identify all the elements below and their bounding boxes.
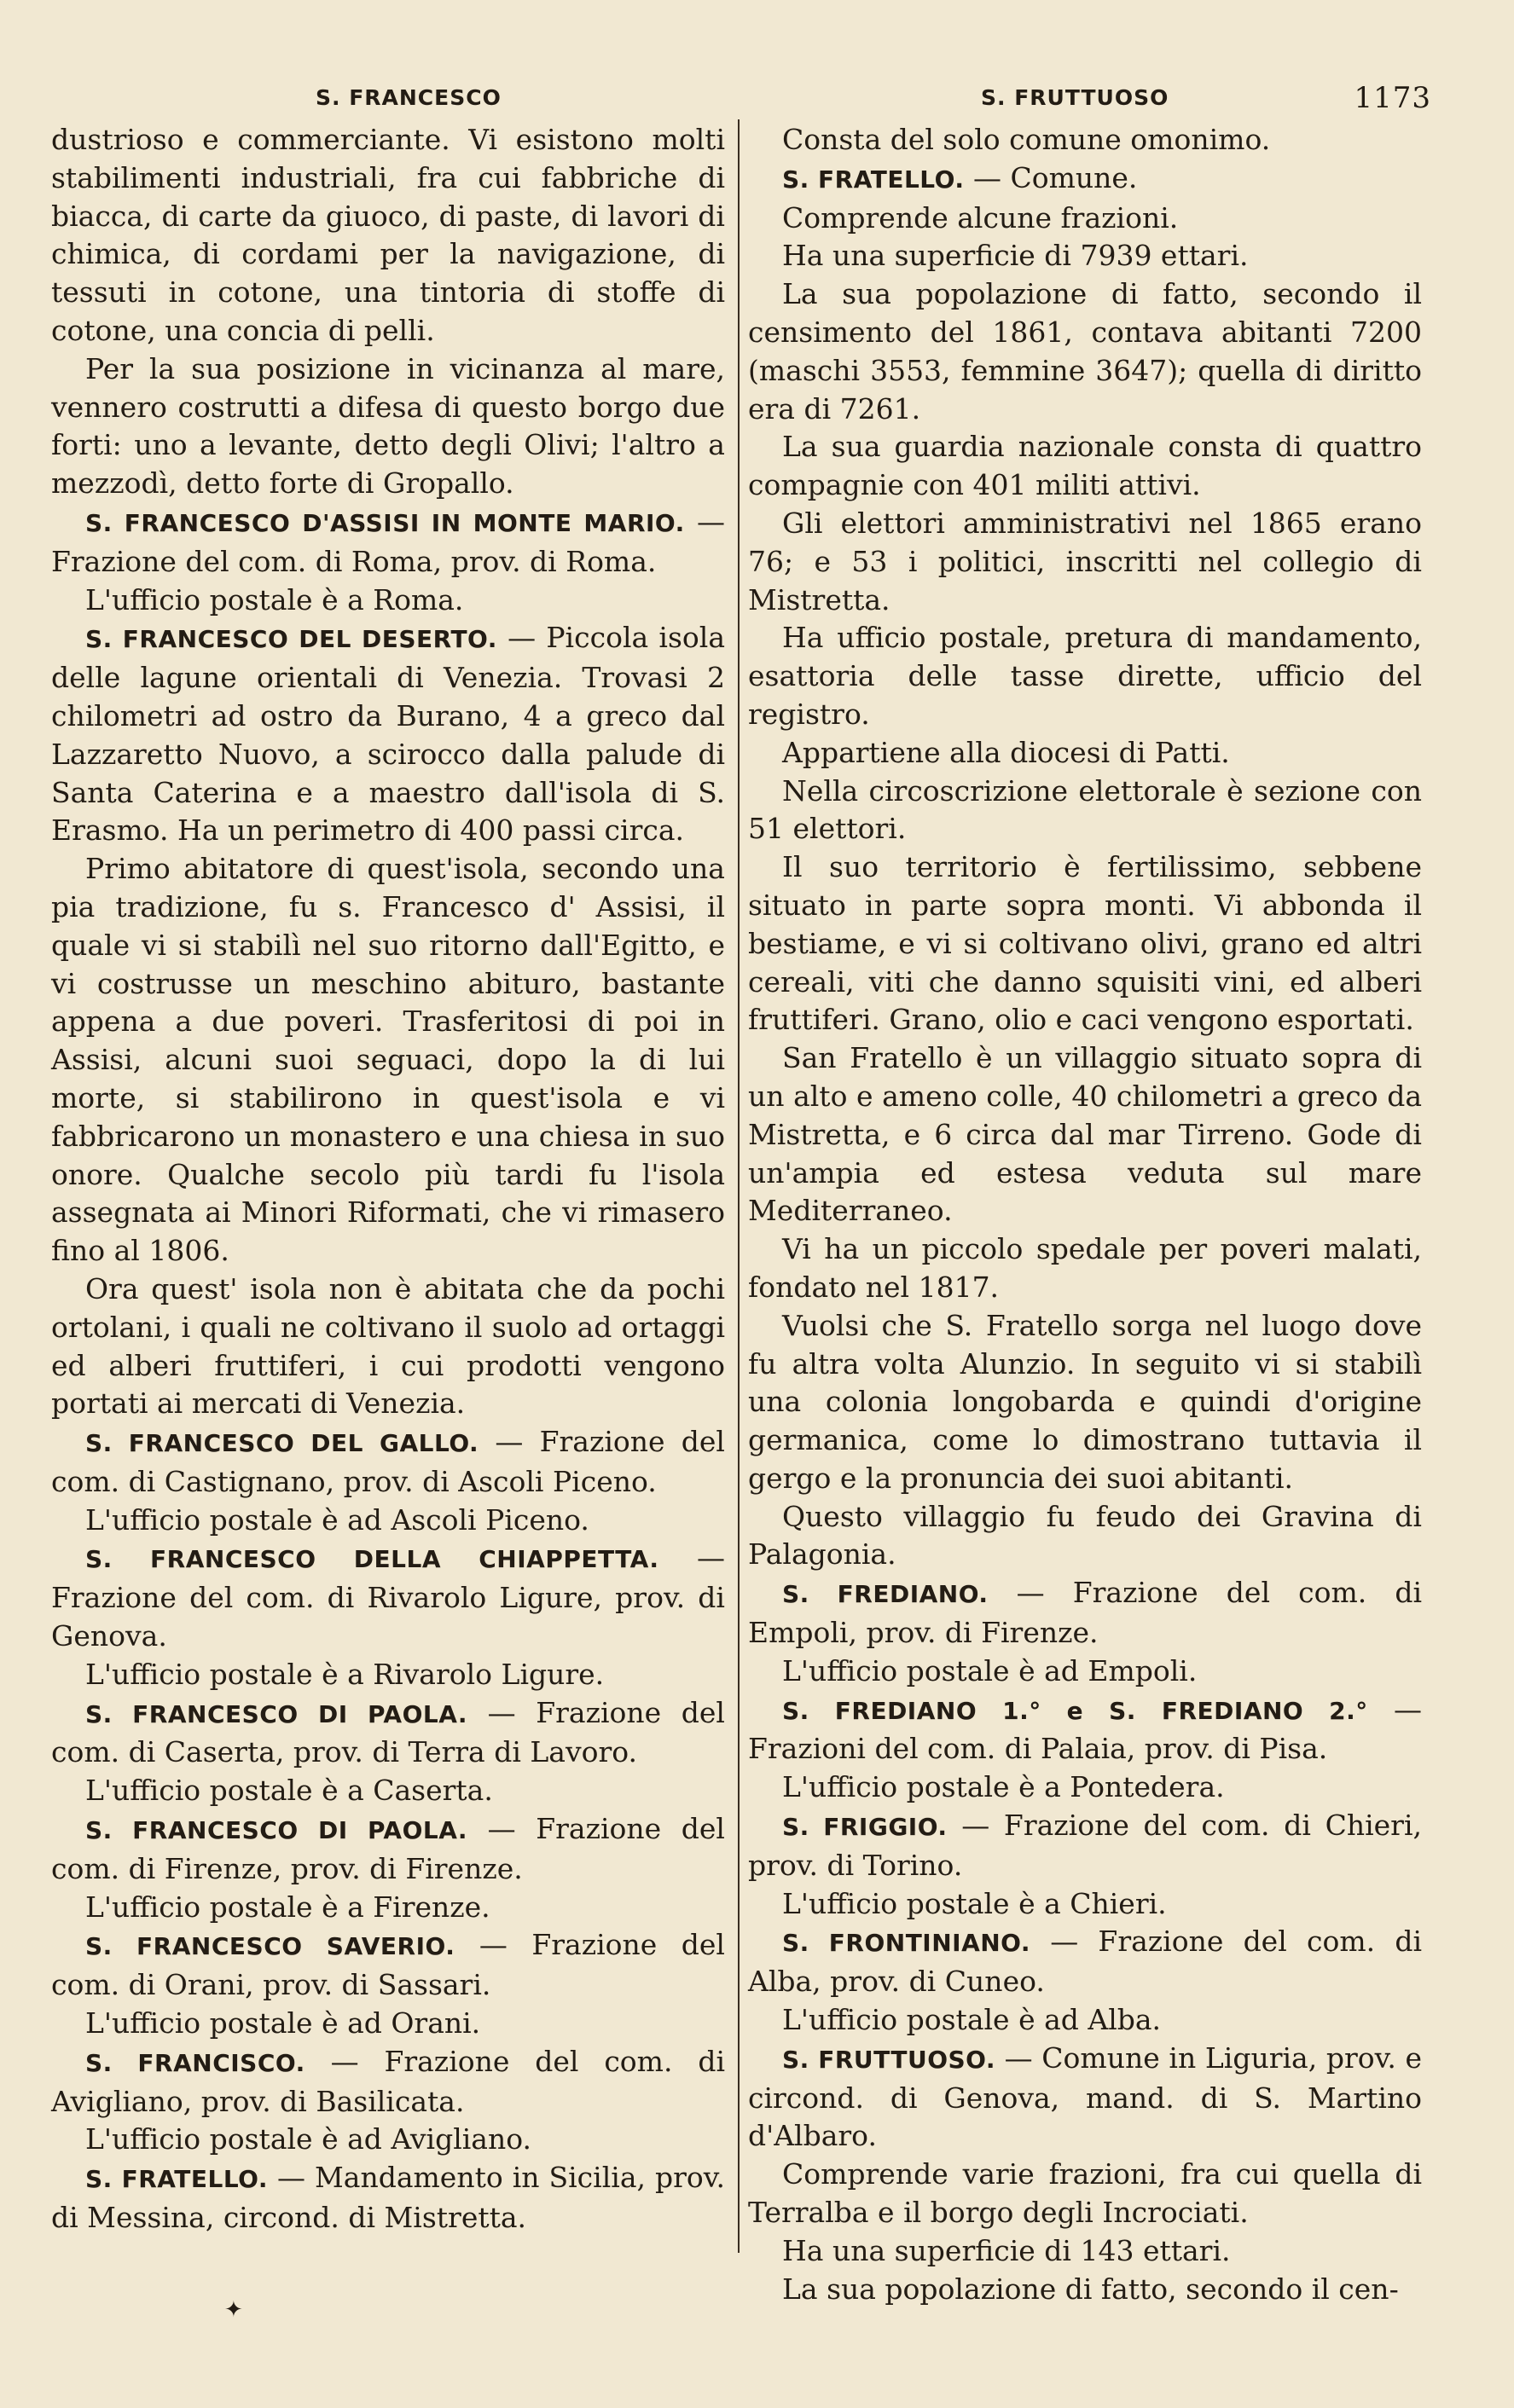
paragraph-text: Ha una superficie di 7939 ettari. <box>782 239 1249 273</box>
entry-headword: S. FRANCESCO DI PAOLA. <box>85 1816 468 1845</box>
paragraph-text: L'ufficio postale è a Caserta. <box>85 1774 493 1808</box>
paragraph-text: — Frazione del com. di Avigliano, prov. di Basilicata. <box>51 2044 726 2118</box>
text-paragraph <box>748 1498 1422 1575</box>
entry-headword: S. FRONTINIANO. <box>782 1929 1030 1958</box>
text-paragraph <box>748 275 1422 428</box>
entry-paragraph <box>748 1923 1422 2001</box>
page-number: 1173 <box>1354 81 1431 115</box>
paragraph-text: San Fratello è un villaggio situato sopra di un alto e ameno colle, 40 chilometri a greco da Mistretta, e 6 circa dal mar Tirreno. Gode di un'ampia ed estesa veduta sul mare Mediterraneo. <box>748 1041 1422 1228</box>
paragraph-text: Comprende varie frazioni, fra cui quella di Terralba e il borgo degli Incrociati. <box>748 2157 1422 2230</box>
paragraph-text: Comprende alcune frazioni. <box>782 200 1179 234</box>
entry-headword: S. FRUTTUOSO. <box>782 2045 996 2074</box>
text-paragraph <box>748 773 1422 849</box>
paragraph-text: L'ufficio postale è a Firenze. <box>85 1890 490 1924</box>
paragraph-text: — Frazione del com. di Chieri, prov. di Torino. <box>748 1809 1422 1882</box>
right-column <box>748 121 1422 2308</box>
entry-paragraph <box>748 2040 1422 2156</box>
entry-paragraph <box>51 1926 725 2005</box>
text-paragraph <box>51 1772 725 1810</box>
text-paragraph <box>51 2005 725 2043</box>
paragraph-text: — Mandamento in Sicilia, prov. di Messina, circond. di Mistretta. <box>51 2161 725 2235</box>
paragraph-text: L'ufficio postale è ad Alba. <box>782 2003 1162 2037</box>
text-paragraph <box>51 2121 725 2159</box>
text-paragraph <box>748 2001 1422 2040</box>
text-paragraph <box>748 1307 1422 1498</box>
entry-paragraph <box>51 1539 725 1655</box>
entry-headword: S. FRANCESCO DI PAOLA. <box>85 1699 468 1728</box>
entry-headword: S. FRANCESCO D'ASSISI IN MONTE MARIO. <box>85 508 685 537</box>
paragraph-text: L'ufficio postale è a Pontedera. <box>782 1770 1225 1804</box>
entry-headword: S. FRATELLO. <box>782 165 965 194</box>
text-paragraph <box>748 505 1422 619</box>
entry-paragraph <box>51 1694 725 1773</box>
text-paragraph <box>748 1885 1422 1924</box>
text-paragraph <box>748 848 1422 1039</box>
text-paragraph <box>748 2271 1422 2309</box>
entry-paragraph <box>748 1574 1422 1653</box>
text-paragraph <box>748 1230 1422 1307</box>
entry-paragraph <box>51 1423 725 1502</box>
entry-paragraph <box>51 2043 725 2121</box>
text-paragraph <box>748 1039 1422 1230</box>
entry-paragraph <box>748 159 1422 200</box>
paragraph-text: Per la sua posizione in vicinanza al mare, vennero costrutti a difesa di questo borgo due forti: uno a levante, detto degli Olivi; l'altro a mezzodì, detto forte di Gropallo. <box>51 351 725 501</box>
entry-paragraph <box>51 1810 725 1889</box>
paragraph-text: Vi ha un piccolo spedale per poveri malati, fondato nel 1817. <box>748 1232 1422 1304</box>
paragraph-text: — Frazione del com. di Castignano, prov. di Ascoli Piceno. <box>51 1425 725 1498</box>
paragraph-text: — Frazione del com. di Caserta, prov. di Terra di Lavoro. <box>51 1695 725 1769</box>
paragraph-text: — Frazione del com. di Rivarolo Ligure, prov. di Genova. <box>51 1541 725 1653</box>
text-paragraph <box>748 237 1422 275</box>
entry-paragraph <box>748 1807 1422 1885</box>
paragraph-text: — Comune. <box>964 160 1138 194</box>
entry-headword: S. FRANCESCO DEL GALLO. <box>85 1429 479 1458</box>
paragraph-text: Appartiene alla diocesi di Patti. <box>782 735 1230 769</box>
text-paragraph <box>748 2232 1422 2271</box>
entry-headword: S. FRANCESCO DEL DESERTO. <box>85 625 497 654</box>
paragraph-text: — Frazione del com. di Empoli, prov. di Firenze. <box>748 1576 1423 1650</box>
entry-headword: S. FRATELLO. <box>85 2165 268 2194</box>
printer-mark: ✦ <box>224 2297 243 2323</box>
paragraph-text: — Comune in Liguria, prov. e circond. di Genova, mand. di S. Martino d'Albaro. <box>748 2040 1422 2153</box>
entry-headword: S. FRANCISCO. <box>85 2048 305 2077</box>
text-paragraph <box>51 1656 725 1694</box>
entry-paragraph <box>51 619 725 850</box>
text-paragraph <box>748 121 1422 159</box>
text-paragraph <box>51 1271 725 1423</box>
paragraph-text: L'ufficio postale è a Chieri. <box>782 1886 1167 1920</box>
entry-paragraph <box>51 503 725 582</box>
entry-headword: S. FREDIANO. <box>782 1580 989 1609</box>
paragraph-text: — Frazione del com. di Roma, prov. di Roma. <box>51 504 725 578</box>
paragraph-text: Ora quest' isola non è abitata che da pochi ortolani, i quali ne coltivano il suolo ad ortaggi ed alberi fruttiferi, i cui prodotti vengono portati ai mercati di Venezia. <box>51 1271 725 1421</box>
paragraph-text: Il suo territorio è fertilissimo, sebbene situato in parte sopra monti. Vi abbonda il bestiame, e vi si coltivano olivi, grano ed altri cereali, viti che danno squisiti vini, ed alberi fruttiferi. Grano, olio e caci vengono esportati. <box>748 850 1422 1037</box>
paragraph-text: — Frazione del com. di Firenze, prov. di Firenze. <box>51 1812 725 1885</box>
paragraph-text: La sua guardia nazionale consta di quattro compagnie con 401 militi attivi. <box>748 430 1422 502</box>
text-paragraph <box>51 1502 725 1540</box>
paragraph-text: dustrioso e commerciante. Vi esistono molti stabilimenti industriali, fra cui fabbriche di biacca, di carte da giuoco, di paste, di lavori di chimica, di cordami per la navigazione, di tessuti in cotone, una tintoria di stoffe di cotone, una concia di pelli. <box>51 123 725 347</box>
entry-paragraph <box>748 1691 1422 1769</box>
paragraph-text: L'ufficio postale è a Roma. <box>85 582 464 616</box>
entry-headword: S. FRANCESCO SAVERIO. <box>85 1932 455 1961</box>
paragraph-text: L'ufficio postale è ad Orani. <box>85 2006 481 2040</box>
entry-headword: S. FRIGGIO. <box>782 1813 948 1842</box>
paragraph-text: — Frazione del com. di Orani, prov. di Sassari. <box>51 1928 725 2002</box>
paragraph-text: Ha una superficie di 143 ettari. <box>782 2233 1231 2267</box>
paragraph-text: Nella circoscrizione elettorale è sezione con 51 elettori. <box>748 773 1422 846</box>
text-paragraph <box>748 200 1422 238</box>
paragraph-text: Questo villaggio fu feudo dei Gravina di Palagonia. <box>748 1499 1422 1572</box>
text-paragraph <box>748 2156 1422 2232</box>
text-paragraph <box>51 121 725 350</box>
text-paragraph <box>748 734 1422 773</box>
left-column <box>51 121 725 2237</box>
paragraph-text: — Piccola isola delle lagune orientali di Venezia. Trovasi 2 chilometri ad ostro da Burano, 4 a greco dal Lazzaretto Nuovo, a scirocco dalla palude di Santa Caterina e a maestro dall'isola di S. Erasmo. Ha un perimetro di 400 passi circa. <box>51 621 725 848</box>
text-paragraph <box>51 582 725 620</box>
paragraph-text: L'ufficio postale è ad Ascoli Piceno. <box>85 1502 589 1537</box>
text-paragraph <box>748 619 1422 733</box>
paragraph-text: L'ufficio postale è ad Avigliano. <box>85 2122 532 2156</box>
entry-paragraph <box>51 2159 725 2237</box>
entry-headword: S. FRANCESCO DELLA CHIAPPETTA. <box>85 1545 659 1574</box>
paragraph-text: Ha ufficio postale, pretura di mandamento, esattoria delle tasse dirette, ufficio del registro. <box>748 621 1422 731</box>
paragraph-text: — Frazione del com. di Alba, prov. di Cuneo. <box>748 1925 1422 1999</box>
paragraph-text: Consta del solo comune omonimo. <box>782 123 1271 156</box>
paragraph-text: — Frazioni del com. di Palaia, prov. di Pisa. <box>748 1692 1422 1766</box>
paragraph-text: Primo abitatore di quest'isola, secondo una pia tradizione, fu s. Francesco d' Assisi, il quale vi si stabilì nel suo ritorno dall'Egitto, e vi costrusse un meschino abituro, bastante appena a due poveri. Trasferitosi di poi in Assisi, alcuni suoi seguaci, dopo la di lui morte, si stabilirono in quest'isola e vi fabbricarono un monastero e una chiesa in suo onore. Qualche secolo più tardi fu l'isola assegnata ai Minori Riformati, che vi rimasero fino al 1806. <box>51 852 725 1268</box>
text-paragraph <box>748 1768 1422 1807</box>
column-divider <box>738 119 740 2253</box>
paragraph-text: Gli elettori amministrativi nel 1865 erano 76; e 53 i politici, inscritti nel collegio di Mistretta. <box>748 506 1422 616</box>
text-paragraph <box>51 850 725 1271</box>
paragraph-text: La sua popolazione di fatto, secondo il cen- <box>782 2272 1399 2306</box>
text-paragraph <box>748 1653 1422 1691</box>
paragraph-text: L'ufficio postale è ad Empoli. <box>782 1653 1198 1687</box>
text-paragraph <box>51 1889 725 1927</box>
text-paragraph <box>748 428 1422 505</box>
text-paragraph <box>51 350 725 503</box>
running-head-left: S. FRANCESCO <box>316 85 502 110</box>
paragraph-text: L'ufficio postale è a Rivarolo Ligure. <box>85 1657 605 1691</box>
paragraph-text: La sua popolazione di fatto, secondo il censimento del 1861, contava abitanti 7200 (maschi 3553, femmine 3647); quella di diritto era di 7261. <box>748 277 1422 425</box>
entry-headword: S. FREDIANO 1.° e S. FREDIANO 2.° <box>782 1696 1368 1725</box>
running-head-right: S. FRUTTUOSO <box>981 85 1169 110</box>
paragraph-text: Vuolsi che S. Fratello sorga nel luogo dove fu altra volta Alunzio. In seguito vi si stabilì una colonia longobarda e quindi d'origine germanica, come lo dimostrano tuttavia il gergo e la pronuncia dei suoi abitanti. <box>748 1308 1422 1495</box>
